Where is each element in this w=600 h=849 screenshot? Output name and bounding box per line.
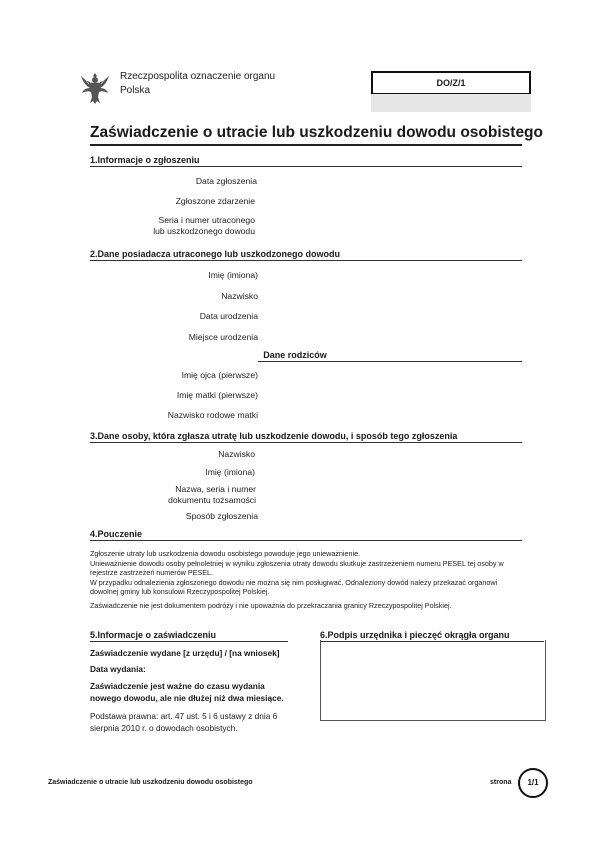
section-2-divider [90,260,522,261]
section-4-divider [90,540,522,541]
section-3-divider [90,442,522,443]
validity-note: Zaświadczenie jest ważne do czasu wydania nowego dowodu, ale nie dłużej niż dwa miesiące. [90,681,284,703]
label-dokument-tozsamosci: Nazwa, seria i numer dokumentu tożsamości [168,484,256,505]
section-5-heading: 5.Informacje o zaświadczeniu [90,630,217,640]
organ-line-1: Rzeczpospolita oznaczenie organu [120,71,276,82]
label-imie: Imię (imiona) [208,270,258,280]
signature-stamp-area [320,640,546,721]
parents-subheading: Dane rodziców [263,350,327,360]
label-sposob-zgloszenia: Sposób zgłoszenia [185,511,258,521]
label-imie-ojca: Imię ojca (pierwsze) [181,370,258,380]
footer-title: Zaświadczenie o utracie lub uszkodzeniu dowodu osobistego [48,779,253,786]
label-miejsce-urodzenia: Miejsce urodzenia [188,332,258,342]
label-nazwisko-rodowe-matki: Nazwisko rodowe matki [167,410,258,420]
section-6-heading: 6.Podpis urzędnika i pieczęć okrągła organu [320,630,510,640]
section-1-heading: 1.Informacje o zgłoszeniu [90,155,200,165]
page-number: 1/1 [518,768,548,798]
label-zglaszajacy-imie: Imię (imiona) [205,467,255,477]
issue-date-label: Data wydania: [90,664,146,674]
issued-mode: Zaświadczenie wydane [z urzędu] / [na wniosek] [90,648,280,658]
section-1-divider [90,166,522,167]
notice-paragraph-2: Zaświadczenie nie jest dokumentem podróży i nie upoważnia do przekraczania granicy Rzeczypospolitej Polskiej. [90,601,452,610]
notice-paragraph-1: Zgłoszenie utraty lub uszkodzenia dowodu osobistego powoduje jego unieważnienie. Unieważnienie dowodu osoby pełnoletniej w wyniku zgłoszenia utraty dowodu skutkuje zastrzeżeniem numeru PESEL tej osoby w rejestrze zastrzeżeń numerów PESEL. W przypadku odnalezienia zgłoszonego dowodu nie można się nim posługiwać. Odnaleziony dowód należy przekazać organowi dowolnej gminy lub konsulowi Rzeczypospolitej Polskiej. [90,549,504,597]
title-divider [90,144,522,146]
label-zgloszone-zdarzenie: Zgłoszone zdarzenie [175,196,255,206]
label-seria-numer-dowodu: Seria i numer utraconego lub uszkodzonego dowodu [153,215,255,236]
label-zglaszajacy-nazwisko: Nazwisko [218,449,255,459]
label-data-zgloszenia: Data zgłoszenia [195,176,257,186]
section-2-heading: 2.Dane posiadacza utraconego lub uszkodzonego dowodu [90,249,341,259]
certificate-info [90,648,288,734]
polish-eagle-emblem-icon [80,70,110,106]
section-4-heading: 4.Pouczenie [90,529,143,539]
section-3-heading: 3.Dane osoby, która zgłasza utratę lub uszkodzenie dowodu, i sposób tego zgłoszenia [90,431,458,441]
organ-line-2: Polska [120,85,151,96]
parents-divider [258,361,522,362]
page-label: strona [490,779,512,786]
form-code: DO/Z/1 [371,71,531,95]
page-title: Zaświadczenie o utracie lub uszkodzeniu dowodu osobistego [90,124,543,141]
form-code-field [371,94,531,112]
legal-basis: Podstawa prawna: art. 47 ust. 5 i 6 ustawy z dnia 6 sierpnia 2010 r. o dowodach osobistych. [90,711,278,733]
section-5-divider [90,641,288,642]
label-data-urodzenia: Data urodzenia [199,311,258,321]
organ-header [120,70,275,98]
label-nazwisko: Nazwisko [221,291,258,301]
label-imie-matki: Imię matki (pierwsze) [176,390,258,400]
